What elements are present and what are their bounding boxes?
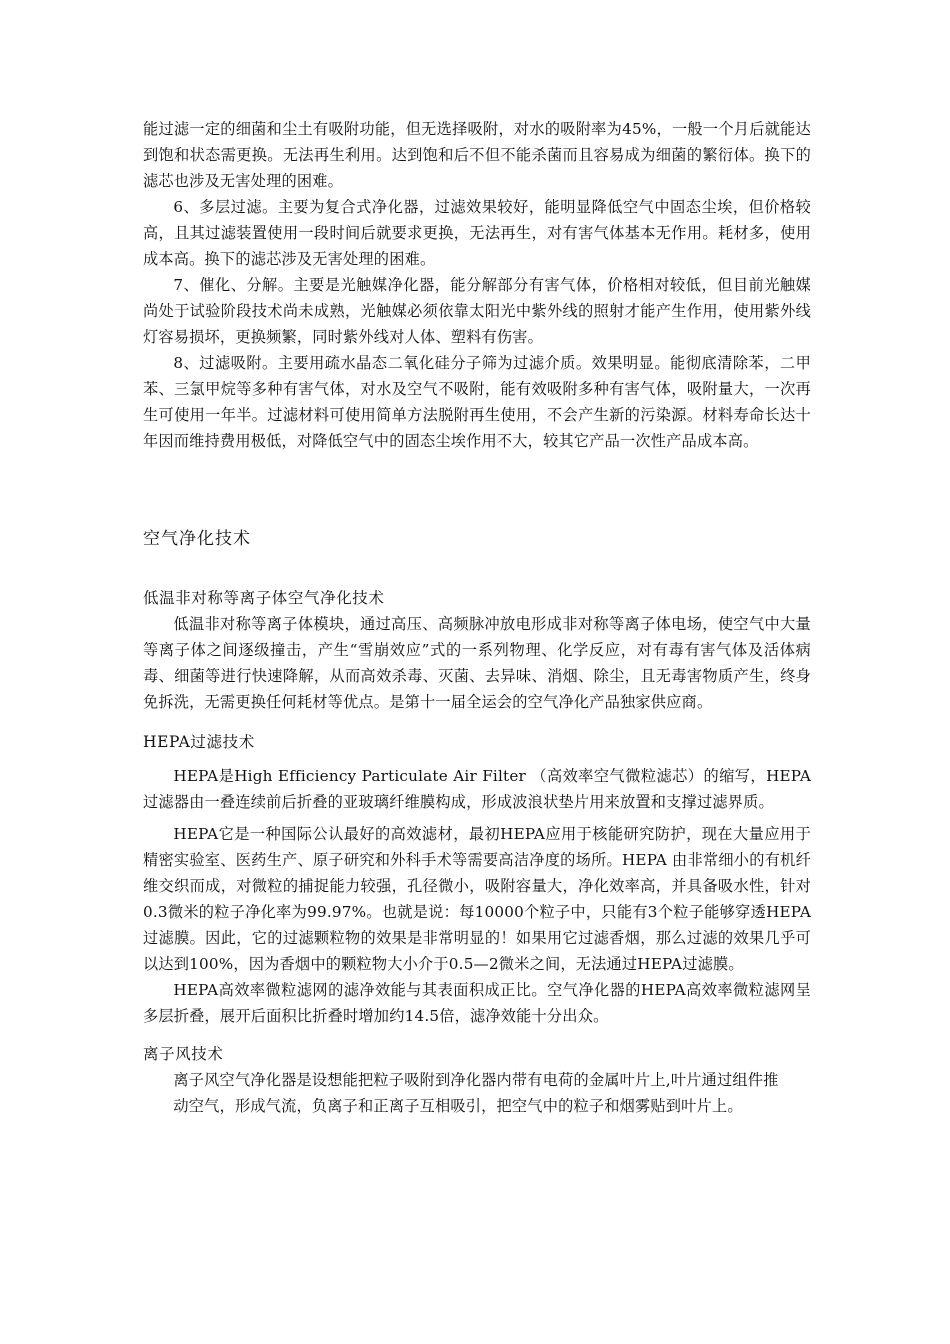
plasma-heading: 低温非对称等离子体空气净化技术: [143, 589, 385, 607]
hepa-heading: HEPA过滤技术: [143, 733, 255, 751]
intro-paragraph-4: 8、过滤吸附。主要用疏水晶态二氧化硅分子筛为过滤介质。效果明显。能彻底清除苯，二甲苯、三氯甲烷等多种有害气体，对水及空气不吸附，能有效吸附多种有害气体，吸附量大，一次再生可使用一年半。过滤材料可使用简单方法脱附再生使用，不会产生新的污染源。材料寿命长达十年因而维持费用极低，对降低空气中的固态尘埃作用不大，较其它产品一次性产品成本高。: [143, 354, 811, 450]
intro-paragraph-3: 7、催化、分解。主要是光触媒净化器，能分解部分有害气体，价格相对较低，但目前光触媒尚处于试验阶段技术尚未成熟，光触媒必须依靠太阳光中紫外线的照射才能产生作用，使用紫外线灯容易损坏，更换频繁，同时紫外线对人体、塑料有伤害。: [143, 276, 811, 346]
section-title: 空气净化技术: [143, 529, 251, 549]
plasma-paragraph-1: 低温非对称等离子体模块，通过高压、高频脉冲放电形成非对称等离子体电场，使空气中大量等离子体之间逐级撞击，产生“雪崩效应”式的一系列物理、化学反应，对有毒有害气体及活体病毒、细菌等进行快速降解，从而高效杀毒、灭菌、去异味、消烟、除尘，且无毒害物质产生，终身免拆洗，无需更换任何耗材等优点。是第十一届全运会的空气净化产品独家供应商。: [143, 615, 811, 711]
ion-paragraph-2: 动空气，形成气流，负离子和正离子互相吸引，把空气中的粒子和烟雾贴到叶片上。: [173, 1097, 743, 1115]
ion-paragraph-1: 离子风空气净化器是设想能把粒子吸附到净化器内带有电荷的金属叶片上,叶片通过组件推: [173, 1071, 779, 1089]
hepa-paragraph-1: HEPA是High Efficiency Particulate Air Filter （高效率空气微粒滤芯）的缩写，HEPA 过滤器由一叠连续前后折叠的亚玻璃纤维膜构成，形成波浪状垫片用来放置和支撑过滤界质。: [143, 767, 811, 811]
hepa-paragraph-3: HEPA高效率微粒滤网的滤净效能与其表面积成正比。空气净化器的HEPA高效率微粒滤网呈多层折叠，展开后面积比折叠时增加约14.5倍，滤净效能十分出众。: [143, 981, 811, 1025]
ion-heading: 离子风技术: [143, 1045, 224, 1063]
intro-paragraph-2: 6、多层过滤。主要为复合式净化器，过滤效果较好，能明显降低空气中固态尘埃，但价格较高，且其过滤装置使用一段时间后就要求更换，无法再生，对有害气体基本无作用。耗材多，使用成本高。换下的滤芯涉及无害处理的困难。: [143, 198, 811, 268]
document-page: [143, 116, 811, 1119]
hepa-paragraph-2: HEPA它是一种国际公认最好的高效滤材，最初HEPA应用于核能研究防护，现在大量应用于精密实验室、医药生产、原子研究和外科手术等需要高洁净度的场所。HEPA 由非常细小的有机纤维交织而成，对微粒的捕捉能力较强，孔径微小，吸附容量大，净化效率高，并具备吸水性，针对0.3微米的粒子净化率为99.97%。也就是说：每10000个粒子中，只能有3个粒子能够穿透HEPA过滤膜。因此，它的过滤颗粒物的效果是非常明显的！如果用它过滤香烟，那么过滤的效果几乎可以达到100%，因为香烟中的颗粒物大小介于0.5—2微米之间，无法通过HEPA过滤膜。: [143, 825, 811, 973]
intro-paragraph-1: 能过滤一定的细菌和尘土有吸附功能，但无选择吸附，对水的吸附率为45%，一般一个月后就能达到饱和状态需更换。无法再生利用。达到饱和后不但不能杀菌而且容易成为细菌的繁衍体。换下的滤芯也涉及无害处理的困难。: [143, 120, 811, 190]
